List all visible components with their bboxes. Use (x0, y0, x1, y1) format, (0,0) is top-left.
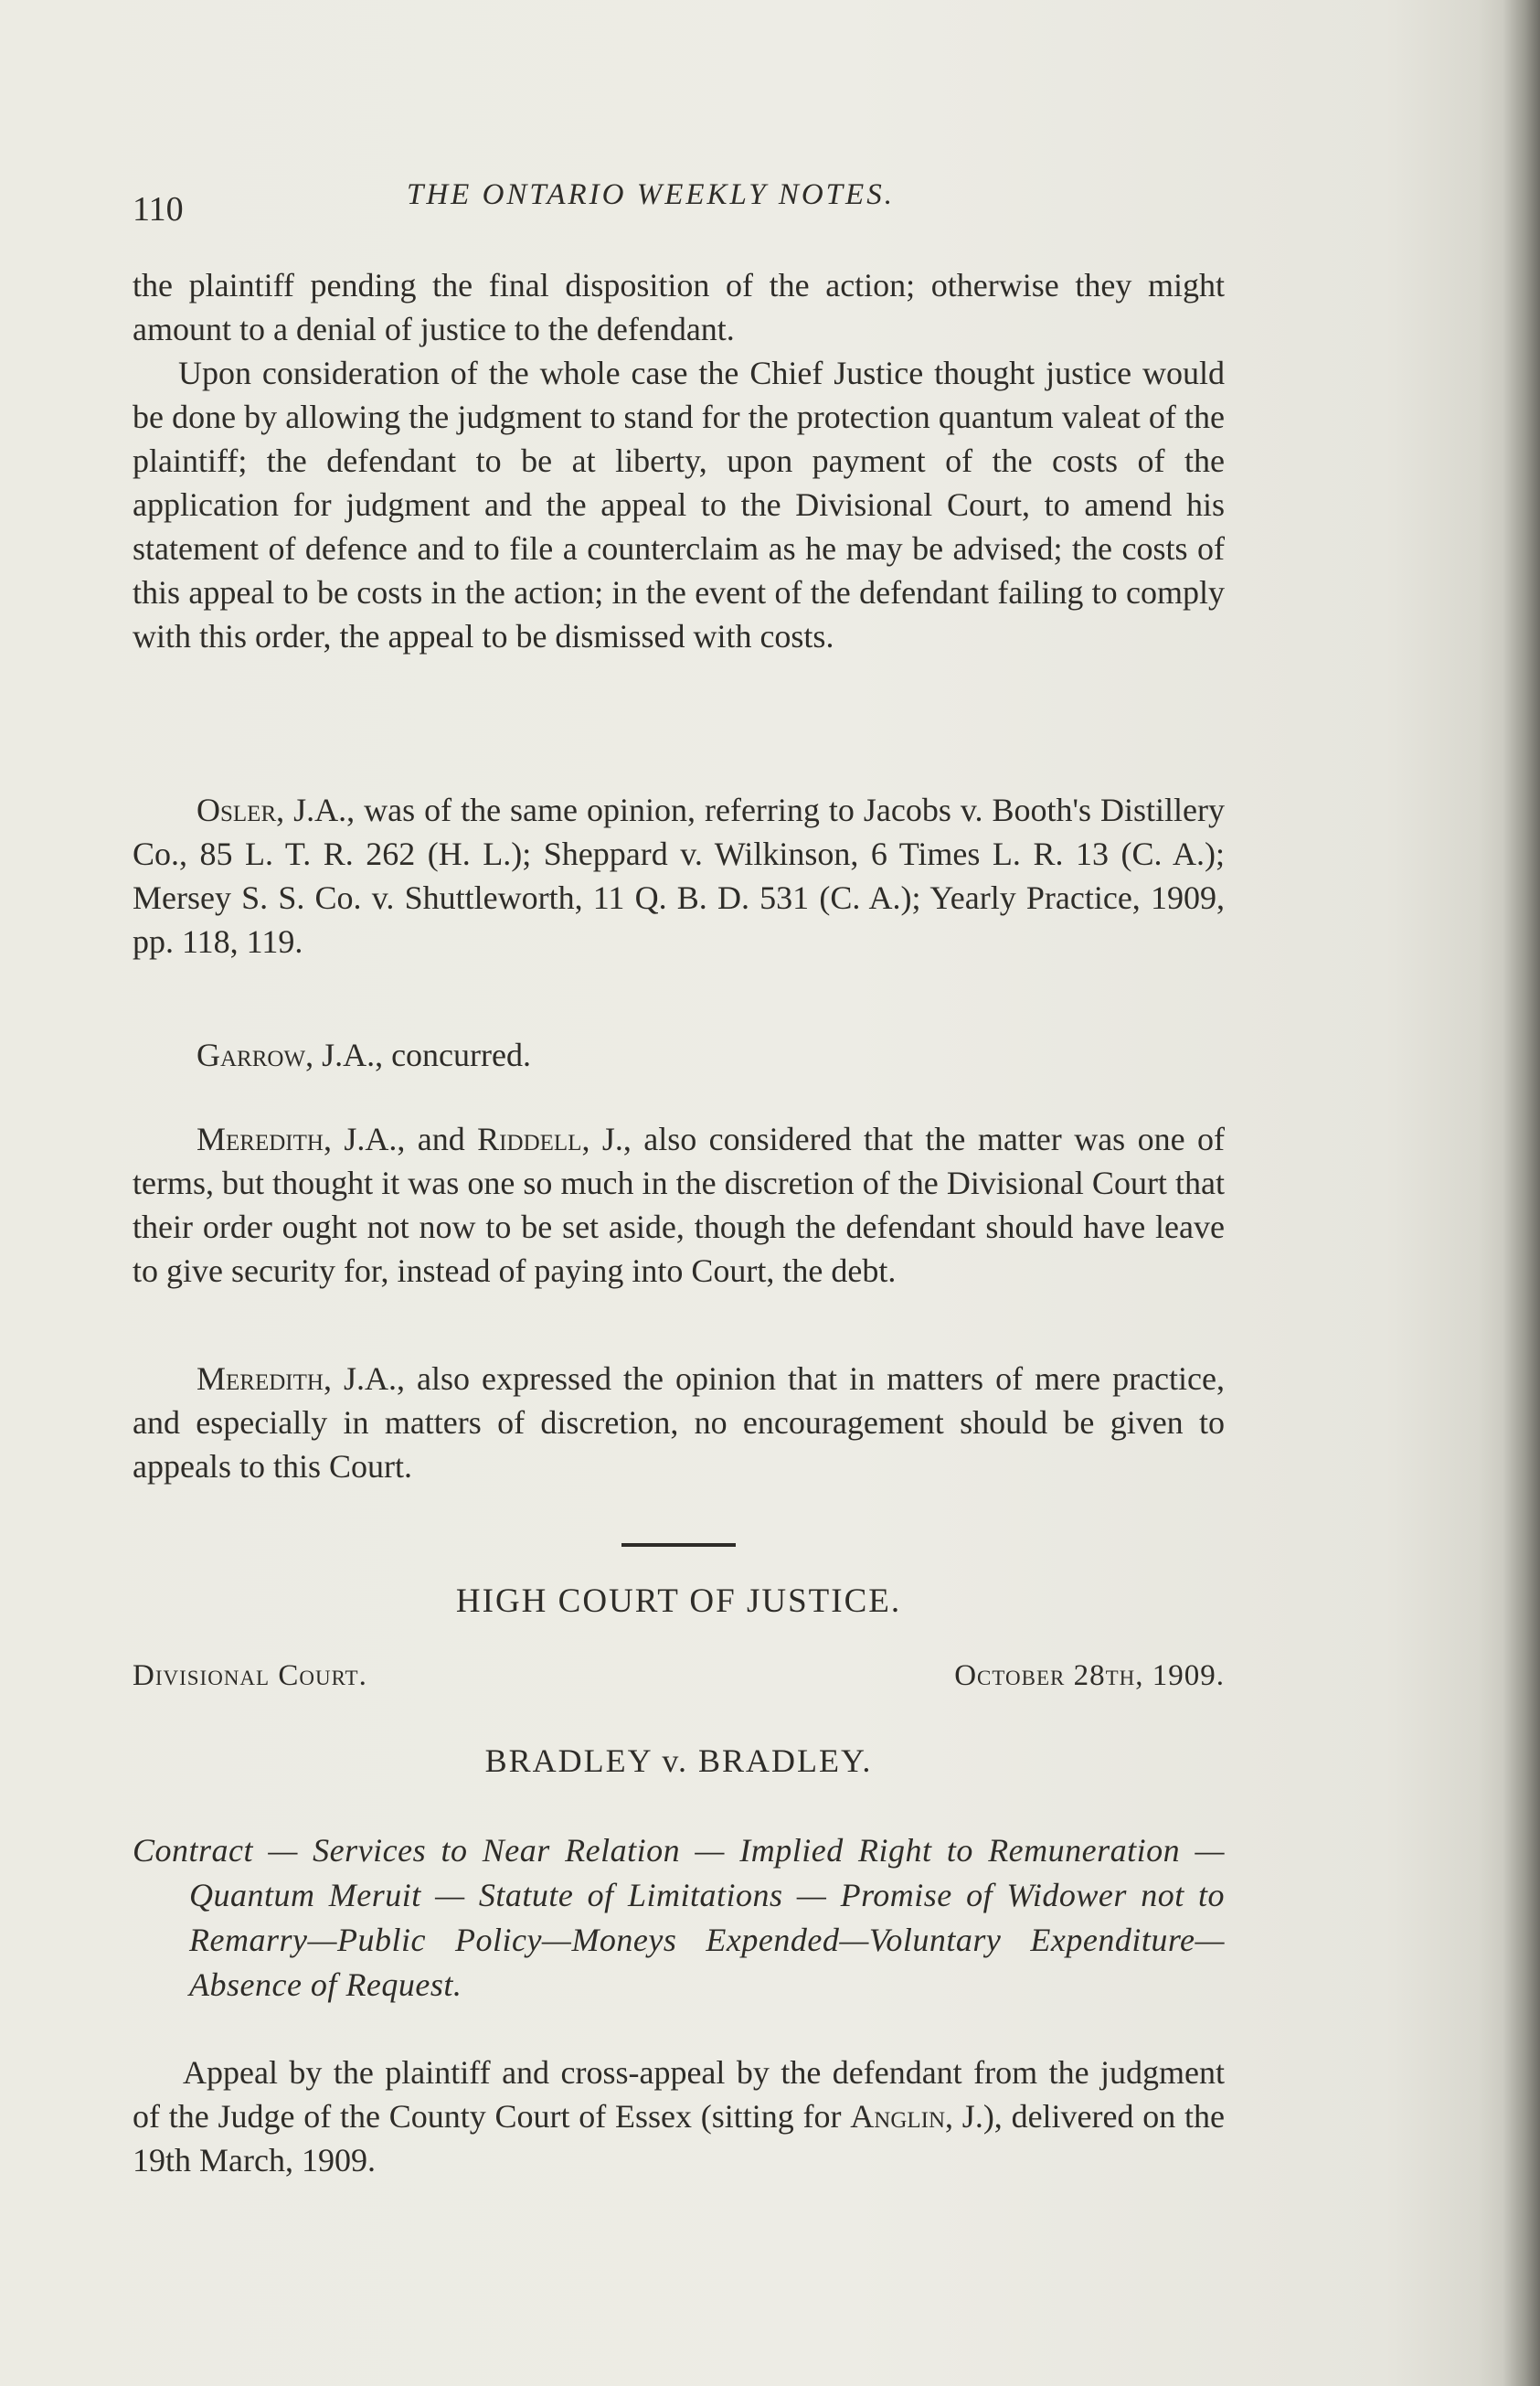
paragraph-text: , J.), delivered on the 19th March, 1909. (133, 2098, 1225, 2178)
paragraph-meredith (133, 1357, 1225, 1488)
judge-name: Riddell (477, 1121, 582, 1157)
book-spine-shadow (1502, 0, 1540, 2386)
journal-title: THE ONTARIO WEEKLY NOTES. (407, 178, 895, 211)
paragraph-appeal (133, 2050, 1225, 2182)
paragraph-text: Appeal by the plaintiff and cross-appeal by the defendant from the judgment of the Judge of the County Court of Essex (sitting for (133, 2054, 1225, 2135)
paragraph-chief-justice: Upon consideration of the whole case the Chief Justice thought justice would be done by allowing the judgment to stand for the protection quantum valeat of the plaintiff; the defendant to be at liberty, upon payment of the costs of the application for judgment and the appeal to the Divisional Court, to amend his statement of defence and to file a counterclaim as he may be advised; the costs of this appeal to be costs in the action; in the event of the defendant failing to comply with this order, the appeal to be dismissed with costs. (133, 355, 1225, 655)
paragraph-text: , J.A., was of the same opinion, referring to Jacobs v. Booth's Distillery Co., 85 L. T. R. 262 (H. L.); Sheppard v. Wilkinson, 6 Times L. R. 13 (C. A.); Mersey S. S. Co. v. Shuttleworth, 11 Q. B. D. 531 (C. A.); Yearly Practice, 1909, pp. 118, 119. (133, 792, 1225, 960)
page-number: 110 (133, 190, 184, 229)
paragraph-osler (133, 788, 1225, 964)
paragraph-text: , J.A., and (323, 1121, 478, 1157)
case-name: BRADLEY v. BRADLEY. (484, 1742, 873, 1779)
paragraph-meredith-riddell (133, 1117, 1225, 1293)
court-division: Divisional Court. (133, 1659, 367, 1692)
judge-name: Anglin (850, 2098, 946, 2135)
paragraph-text: , J.A., concurred. (305, 1037, 531, 1073)
court-heading: HIGH COURT OF JUSTICE. (455, 1582, 902, 1620)
judge-name: Meredith (196, 1121, 324, 1157)
decision-date: October 28th, 1909. (954, 1659, 1225, 1692)
section-divider (621, 1543, 736, 1547)
judge-name: Meredith (196, 1360, 324, 1397)
paragraph-text: , J., also considered that the matter was one of terms, but thought it was one so much in the discretion of the Divisional Court that their order ought not now to be set aside, though the defendant should have leave to give security for, instead of paying into Court, the debt. (133, 1121, 1225, 1289)
paragraph-text: , J.A., also expressed the opinion that in matters of mere practice, and especially in matters of discretion, no encouragement should be given to appeals to this Court. (133, 1360, 1225, 1485)
headnote: Contract — Services to Near Relation — Implied Right to Remuneration — Quantum Meruit — Statute of Limitations — Promise of Widower not to Remarry—Public Policy—Moneys Expended—Voluntary Expenditure—Absence of Request. (133, 1832, 1225, 2003)
paragraph-continuation: the plaintiff pending the final disposition of the action; otherwise they might amount to a denial of justice to the defendant. (133, 267, 1225, 347)
running-head (133, 178, 1229, 233)
paragraph-garrow (133, 1033, 1225, 1077)
judge-name: Osler (196, 792, 277, 828)
judge-name: Garrow (196, 1037, 306, 1073)
